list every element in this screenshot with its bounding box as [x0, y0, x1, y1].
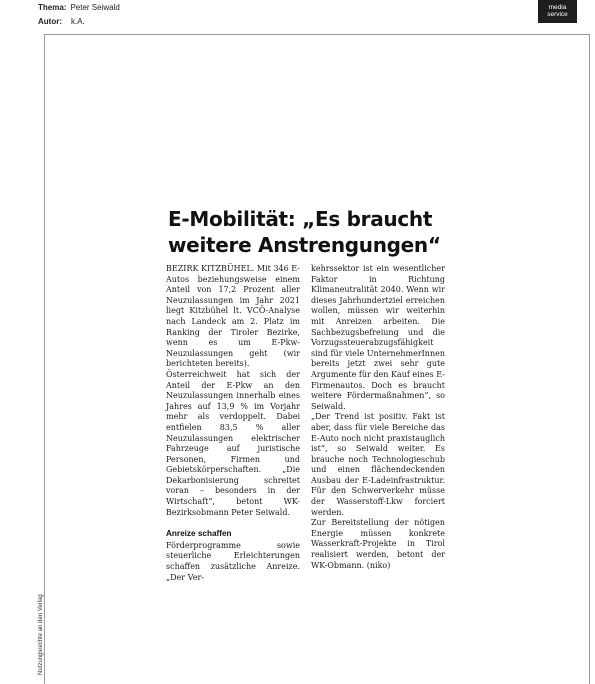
article-column-left: [166, 264, 300, 583]
article-headline: E-Mobilität: „Es braucht weitere Anstrengungen“: [168, 207, 441, 257]
paragraph: kehrssektor ist ein wesentlicher Faktor in Richtung Klimaneutralität 2040. Wenn wir dieses Jahrhundertziel erreichen wollen, müssen wir weiterhin mit Anreizen arbeiten. Die Sachbezugsbefreiung und die Vorzugssteuerabzugsfähigkeit sind für viele UnternehmerInnen bereits jetzt zwei sehr gute Argumente für den Kauf eines E-Firmenautos. Doch es braucht weitere Fördermaßnahmen“, so Seiwald.: [311, 264, 445, 411]
paragraph: Förderprogramme sowie steuerliche Erleichterungen schaffen zusätzliche Anreize. „Der Ver-: [166, 540, 300, 582]
media-service-logo: [538, 0, 577, 23]
thema-value: Peter Seiwald: [70, 3, 120, 12]
article-column-right: [311, 264, 445, 571]
article-subheading: Anreize schaffen: [166, 529, 232, 539]
thema-line: [38, 3, 120, 12]
logo-line-1: media: [548, 4, 567, 11]
autor-label: Autor:: [38, 17, 62, 26]
paragraph: Zur Bereitstellung der nötigen Energie müssen konkrete Wasserkraft-Projekte in Tirol realisiert werden, betont der WK-Obmann. (niko): [311, 518, 445, 570]
autor-value: k.A.: [71, 17, 85, 26]
paragraph: Österreichweit hat sich der Anteil der E-Pkw an den Neuzulassungen innerhalb eines Jahres auf 13,9 % im Vorjahr mehr als verdoppelt. Dabei entfielen 83,5 % aller Neuzulassungen elektrischer Fahrzeuge auf juristische Personen, Firmen und Gebietskörperschaften. „Die Dekarbonisierung schreitet voran – besonders in der Wirtschaft“, betont WK-Bezirksobmann Peter Seiwald.: [166, 369, 300, 517]
usage-rights-note: Nutzungsrechte an den Verlag: [38, 594, 44, 675]
thema-label: Thema:: [38, 3, 67, 12]
logo-line-2: service: [547, 11, 568, 18]
paragraph: „Der Trend ist positiv. Fakt ist aber, dass für viele Bereiche das E-Auto noch nicht praxistauglich ist“, so Seiwald weiter. Es brauche noch Technologieschub und einen flächendeckenden Ausbau der E-Ladeinfrastruktur. Für den Schwerverkehr müsse der Wasserstoff-Lkw forciert werden.: [311, 412, 445, 517]
paragraph: BEZIRK KITZBÜHEL. Mit 346 E-Autos beziehungsweise einem Anteil von 17,2 Prozent aller Neuzulassungen im Jahr 2021 liegt Kitzbühel lt. VCÖ-Analyse nach Landeck am 2. Platz im Ranking der Tiroler Bezirke, wenn es um E-Pkw-Neuzulassungen geht (wir berichteten bereits).: [166, 264, 300, 369]
autor-line: [38, 17, 85, 26]
